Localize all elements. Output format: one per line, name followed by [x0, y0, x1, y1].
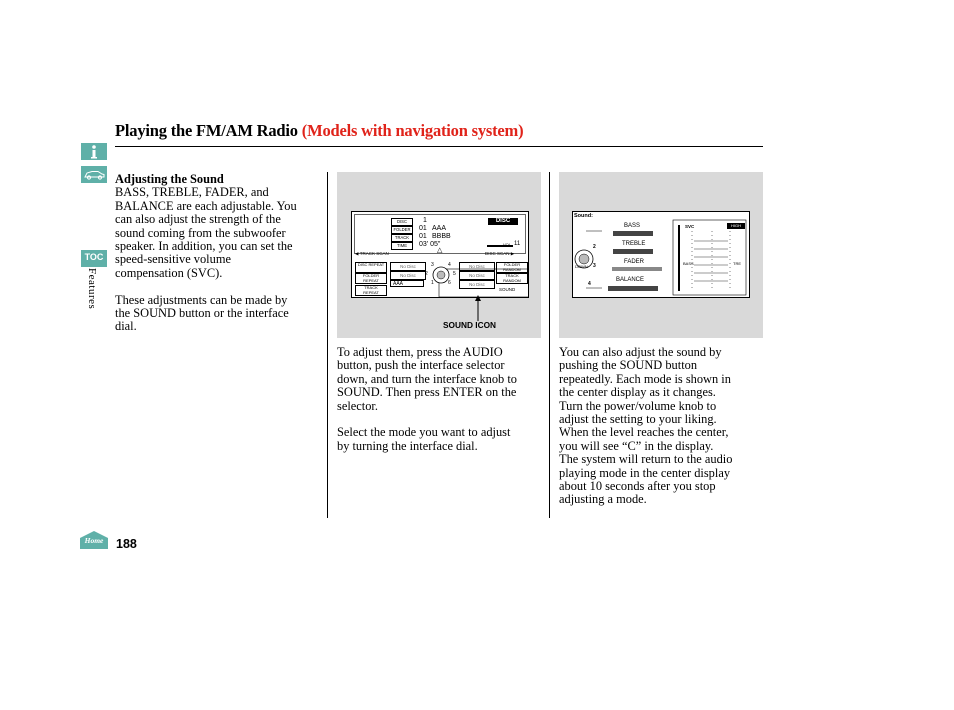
preset-number-2: 2 [425, 271, 428, 277]
page-number: 188 [116, 537, 137, 551]
bass-short-label: BASS [683, 261, 694, 266]
section-heading: Adjusting the Sound [115, 172, 224, 186]
warning-icon: △ [437, 247, 443, 254]
preset-number-3: 3 [431, 262, 434, 268]
middle-column [337, 346, 517, 467]
audio-display-screen [351, 211, 529, 298]
text-line: sound coming from the subwoofer [115, 225, 286, 240]
treble-label: TREBLE [622, 241, 646, 247]
folder-repeat-button[interactable]: FOLDER REPEAT [355, 273, 387, 284]
car-icon [81, 166, 107, 183]
left-column [115, 173, 297, 347]
text-line: down, and turn the interface knob to [337, 371, 517, 386]
folder-name: AAA [432, 225, 447, 232]
fader-label: FADER [624, 259, 645, 265]
text-line: Turn the power/volume knob to [559, 398, 717, 413]
text-line: BALANCE are each adjustable. You [115, 198, 297, 213]
mode-badge: DISC [488, 218, 518, 225]
disc-scan-text: DISC SCAN [485, 251, 510, 256]
sound-icon-caption: SOUND ICON [443, 320, 497, 330]
text-line: the SOUND button or the interface [115, 306, 289, 321]
text-line: These adjustments can be made by [115, 292, 288, 307]
text-line: button, push the interface selector [337, 358, 505, 373]
folder-random-button[interactable]: FOLDER RANDOM [496, 262, 528, 273]
down-label: DOWN [575, 264, 588, 269]
text-line: speed-sensitive volume [115, 252, 231, 267]
text-line: by turning the interface dial. [337, 438, 478, 453]
track-scan-label: ◀ TRACK SCAN [355, 251, 389, 256]
column-divider-right [549, 172, 550, 518]
folder-value: 01 [419, 225, 427, 232]
preset-slot-6[interactable]: No Disc [459, 280, 495, 289]
sound-settings-screen [572, 211, 750, 298]
vol-label: VOL [503, 242, 512, 247]
preset-number-6: 6 [448, 280, 451, 286]
text-line: You can also adjust the sound by [559, 345, 722, 359]
track-scan-text: TRACK SCAN [359, 251, 389, 256]
middle-para-2 [337, 426, 517, 453]
track-label: TRACK [391, 234, 413, 242]
preset-slot-1[interactable]: No Disc [390, 262, 426, 271]
vol-value: 11 [514, 241, 521, 247]
section-label: Features [86, 268, 98, 310]
text-line: Select the mode you want to adjust [337, 425, 511, 440]
track-name: BBBB [432, 233, 451, 240]
sound-icon-pointer [473, 295, 483, 321]
toc-label: TOC [84, 252, 104, 262]
text-line: you will see “C” in the display. [559, 438, 714, 453]
preset-slot-4[interactable]: No Disc [459, 262, 495, 271]
preset-slot-2[interactable]: No Disc [390, 271, 426, 280]
middle-para-1 [337, 346, 517, 413]
text-line: BASS, TREBLE, FADER, and [115, 185, 269, 200]
preset-slot-3[interactable]: AAA [390, 280, 424, 287]
text-line: pushing the SOUND button [559, 358, 698, 373]
disc-label: DISC [391, 218, 413, 226]
text-line: speaker. In addition, you can set the [115, 239, 293, 254]
info-icon [81, 143, 107, 160]
text-line: The system will return to the audio [559, 452, 733, 467]
right-para-1 [559, 346, 732, 507]
knob-number-4: 4 [588, 281, 591, 287]
time-label: TIME [391, 242, 413, 250]
car-tab-button[interactable] [81, 166, 107, 183]
text-line: dial. [115, 319, 137, 334]
text-line: playing mode in the center display [559, 465, 731, 480]
text-line: adjusting a mode. [559, 492, 647, 507]
text-line: To adjust them, press the AUDIO [337, 345, 503, 359]
disc-scan-label: DISC SCAN ▶ [485, 251, 515, 256]
svc-label: SVC [685, 224, 695, 229]
text-line: repeatedly. Each mode is shown in [559, 371, 731, 386]
left-para-2 [115, 294, 297, 334]
text-line: When the level reaches the center, [559, 425, 729, 440]
preset-number-1: 1 [431, 280, 434, 286]
svc-high-badge: HIGH [731, 223, 741, 228]
info-tab-button[interactable] [81, 143, 107, 160]
knob-number-3: 3 [593, 263, 596, 269]
sound-screen-frame [572, 211, 750, 298]
home-label: Home [84, 536, 104, 545]
title-models: (Models with navigation system) [301, 121, 524, 140]
treble-short-label: TRE [733, 261, 741, 266]
text-line: adjust the setting to your liking. [559, 412, 717, 427]
track-random-button[interactable]: TRACK RANDOM [496, 273, 528, 284]
balance-label: BALANCE [616, 277, 645, 283]
time-value: 03' 05" [419, 241, 441, 248]
title-rule [115, 146, 763, 147]
text-line: selector. [337, 398, 378, 413]
column-divider-left [327, 172, 328, 518]
knob-number-2: 2 [593, 244, 596, 250]
folder-label: FOLDER [391, 226, 413, 234]
sound-label[interactable]: SOUND [499, 287, 516, 292]
preset-slot-5[interactable]: No Disc [459, 271, 495, 280]
disc-repeat-button[interactable]: DISC REPEAT [355, 262, 387, 273]
preset-number-4: 4 [448, 262, 451, 268]
preset-number-5: 5 [453, 271, 456, 277]
toc-tab-button[interactable] [81, 250, 107, 267]
title-main: Playing the FM/AM Radio [115, 121, 298, 140]
right-column [559, 346, 732, 520]
page-title [115, 121, 523, 141]
disc-value: 1 [423, 217, 427, 224]
text-line: can also adjust the strength of the [115, 212, 281, 227]
text-line: about 10 seconds after you stop [559, 479, 716, 494]
sound-title: Sound: [574, 213, 593, 219]
track-value: 01 [419, 233, 427, 240]
left-para-1 [115, 186, 297, 280]
text-line: compensation (SVC). [115, 265, 223, 280]
text-line: SOUND. Then press ENTER on the [337, 385, 517, 400]
text-line: the center display as it changes. [559, 385, 716, 400]
home-tab-button[interactable] [80, 531, 108, 549]
track-repeat-button[interactable]: TRACK REPEAT [355, 285, 387, 296]
bass-label: BASS [624, 223, 641, 229]
